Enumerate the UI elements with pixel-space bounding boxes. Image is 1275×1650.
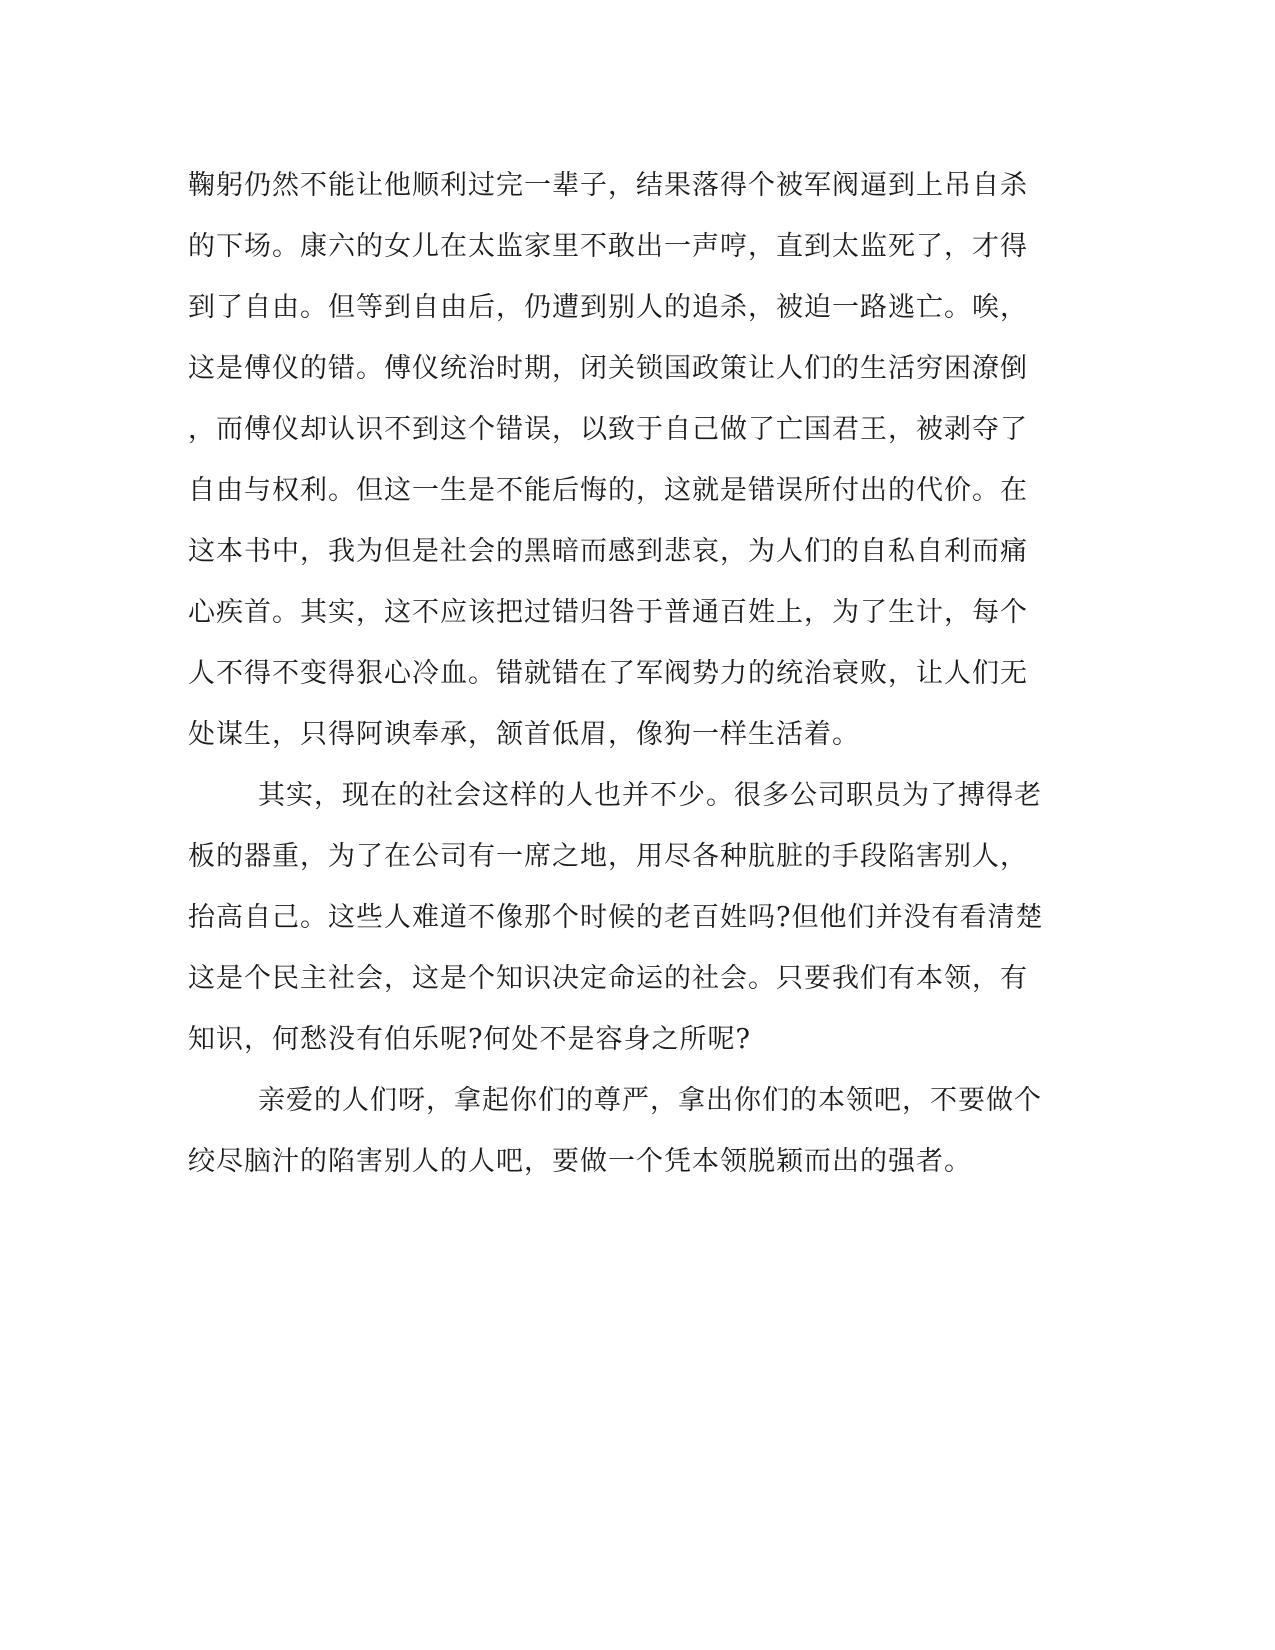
text-line: 抬高自己。这些人难道不像那个时候的老百姓吗?但他们并没有看清楚: [188, 902, 1044, 933]
text-line: 到了自由。但等到自由后，仍遭到别人的追杀，被迫一路逃亡。唉，: [188, 292, 1028, 323]
text-line: 的下场。康六的女儿在太监家里不敢出一声哼，直到太监死了，才得: [188, 231, 1028, 262]
paragraph-start-line: 亲爱的人们呀，拿起你们的尊严，拿出你们的本领吧，不要做个: [258, 1085, 1042, 1116]
text-line: 心疾首。其实，这不应该把过错归咎于普通百姓上，为了生计，每个: [188, 597, 1028, 628]
text-line: 知识，何愁没有伯乐呢?何处不是容身之所呢?: [188, 1024, 751, 1055]
paragraph-start-line: 其实，现在的社会这样的人也并不少。很多公司职员为了搏得老: [258, 780, 1042, 811]
text-line: 这是个民主社会，这是个知识决定命运的社会。只要我们有本领，有: [188, 963, 1028, 994]
text-line: 这本书中，我为但是社会的黑暗而感到悲哀，为人们的自私自利而痛: [188, 536, 1028, 567]
text-line: 人不得不变得狠心冷血。错就错在了军阀势力的统治衰败，让人们无: [188, 658, 1028, 689]
text-line: 自由与权利。但这一生是不能后悔的，这就是错误所付出的代价。在: [188, 475, 1028, 506]
text-line: 板的器重，为了在公司有一席之地，用尽各种肮脏的手段陷害别人，: [188, 841, 1028, 872]
text-line: 绞尽脑汁的陷害别人的人吧，要做一个凭本领脱颖而出的强者。: [188, 1146, 972, 1177]
text-line: ，而傅仪却认识不到这个错误，以致于自己做了亡国君王，被剥夺了: [188, 414, 1028, 445]
text-line: 鞠躬仍然不能让他顺利过完一辈子，结果落得个被军阀逼到上吊自杀: [188, 170, 1028, 201]
text-line: 这是傅仪的错。傅仪统治时期，闭关锁国政策让人们的生活穷困潦倒: [188, 353, 1028, 384]
body-text: [188, 155, 1068, 1192]
text-line: 处谋生，只得阿谀奉承，颔首低眉，像狗一样生活着。: [188, 719, 860, 750]
